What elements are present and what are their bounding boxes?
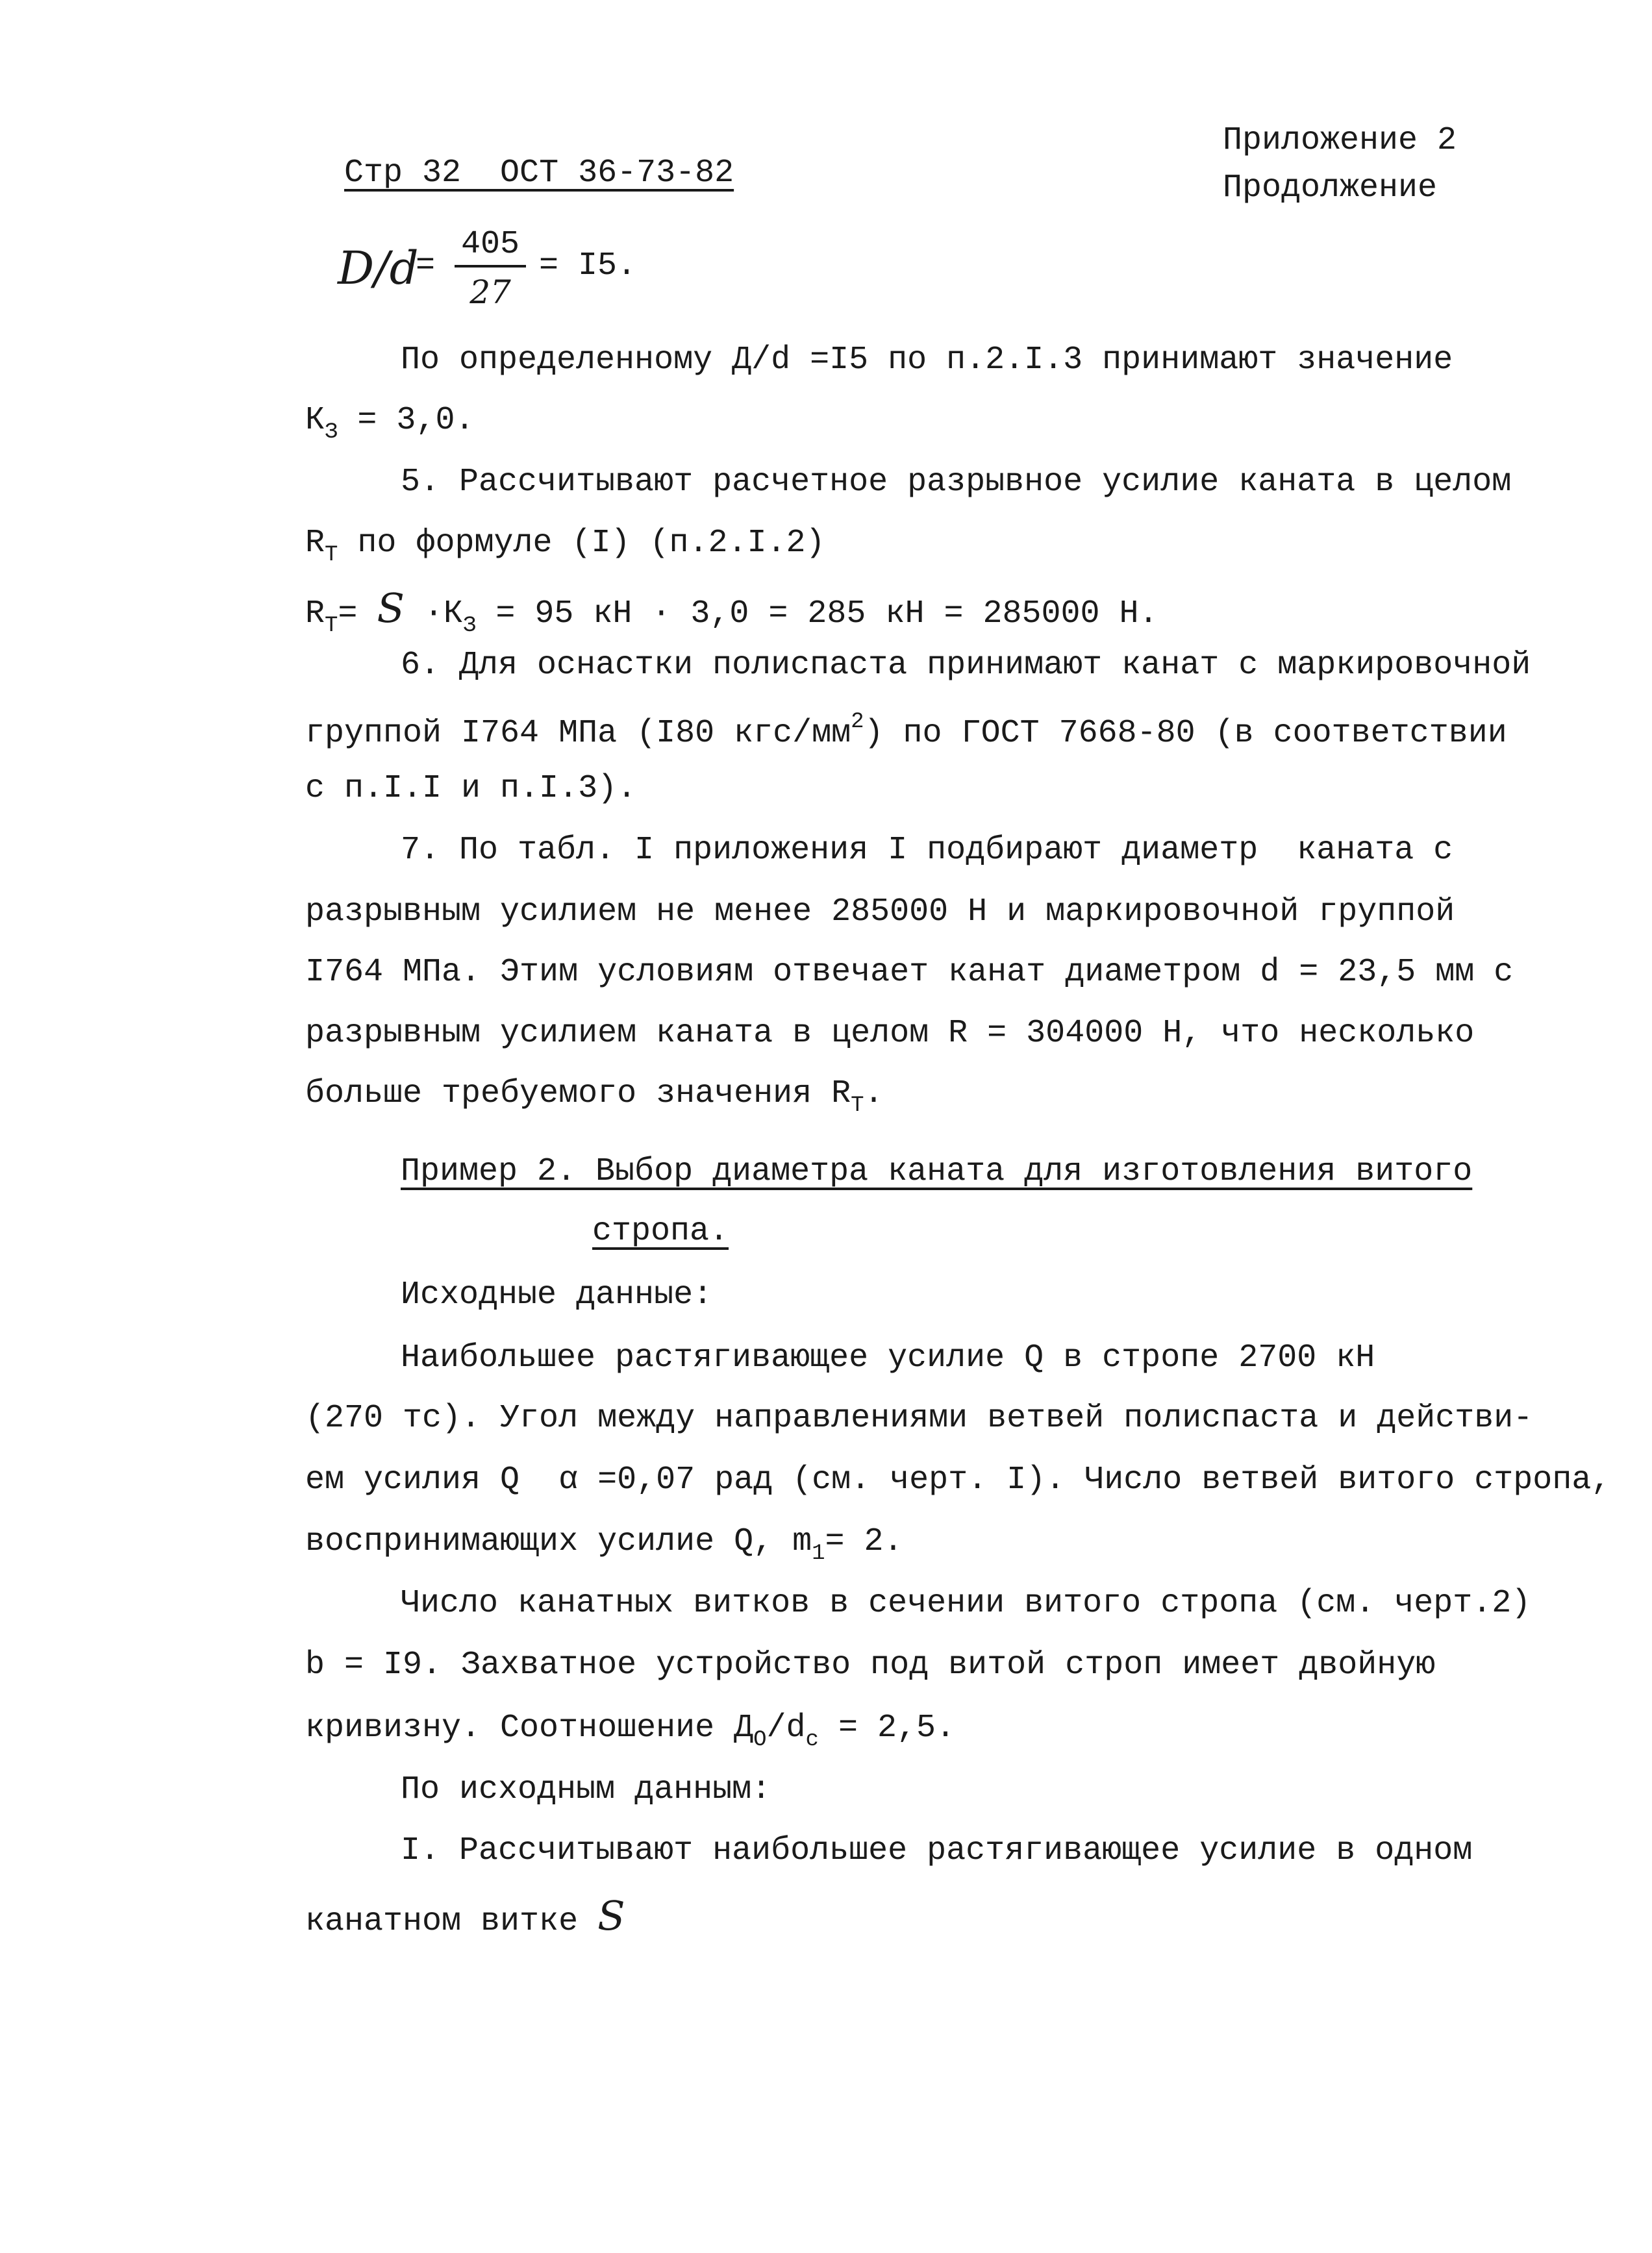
- appendix-label: Приложение 2: [1223, 122, 1457, 159]
- turns-line: b = I9. Захватное устройство под витой строп имеет двойную: [305, 1647, 1436, 1684]
- continuation-label: Продолжение: [1223, 169, 1438, 206]
- turns-line: кривизну. Соотношение $Д_О/d_с = 2,5$.: [305, 1710, 955, 1752]
- item-7-line: I764 МПа. Этим условиям отвечает канат диаметром d = 23,5 мм с: [305, 954, 1514, 991]
- paragraph-line: $К_З = 3,0$.: [305, 402, 475, 445]
- item-7-line: больше требуемого значения $R_Т$.: [305, 1075, 884, 1118]
- initial-data-line: (270 тс). Угол между направлениями ветвей полиспаста и действи-: [305, 1400, 1533, 1437]
- formula-lhs: D/d: [338, 242, 419, 295]
- by-data-line: I. Рассчитывают наибольшее растягивающее усилие в одном: [401, 1832, 1473, 1869]
- item-6-line: с п.I.I и п.I.3).: [305, 770, 637, 807]
- item-7-line: разрывным усилием каната в целом R = 304000 Н, что несколько: [305, 1015, 1475, 1052]
- example-2-title: стропа.: [592, 1213, 729, 1250]
- formula-eq: =: [416, 247, 436, 284]
- item-7-line: разрывным усилием не менее 285000 Н и маркировочной группой: [305, 893, 1455, 930]
- fraction-bar: [455, 265, 526, 268]
- turns-line: Число канатных витков в сечении витого стропа (см. черт.2): [401, 1585, 1531, 1622]
- by-data-line: канатном витке S: [305, 1892, 625, 1940]
- initial-data-line: воспринимающих усилие Q, $m_1= 2$.: [305, 1523, 903, 1566]
- item-5-formula: $R_Т= S \cdot К_З = 95$ кН · 3,0 = 285 кН = 285000 Н.: [305, 584, 1158, 638]
- item-6-line: 6. Для оснастки полиспаста принимают канат с маркировочной: [401, 647, 1531, 684]
- item-5-line: 5. Рассчитывают расчетное разрывное усилие каната в целом: [401, 464, 1512, 501]
- fraction-denominator: 27: [469, 273, 511, 311]
- item-6-line: группой I764 МПа (I80 кгс/$мм^2$) по ГОСТ 7668-80 (в соответствии: [305, 710, 1507, 752]
- initial-data-line: ем усилия Q α =0,07 рад (см. черт. I). Число ветвей витого стропа,: [305, 1462, 1611, 1499]
- initial-data-heading: Исходные данные:: [401, 1276, 713, 1313]
- initial-data-line: Наибольшее растягивающее усилие Q в стропе 2700 кН: [401, 1339, 1375, 1376]
- fraction-numerator: 405: [460, 226, 519, 263]
- page-number-and-standard: Стр 32 ОСТ 36-73-82: [344, 155, 734, 192]
- example-2-title: Пример 2. Выбор диаметра каната для изготовления витого: [401, 1153, 1473, 1190]
- by-data-heading: По исходным данным:: [401, 1771, 771, 1808]
- item-7-line: 7. По табл. I приложения I подбирают диаметр каната с: [401, 832, 1453, 869]
- item-5-line: $R_Т$ по формуле (I) (п.2.I.2): [305, 525, 825, 567]
- paragraph-line: По определенному Д/d =I5 по п.2.I.3 принимают значение: [401, 342, 1453, 379]
- formula-result: = I5.: [539, 247, 637, 284]
